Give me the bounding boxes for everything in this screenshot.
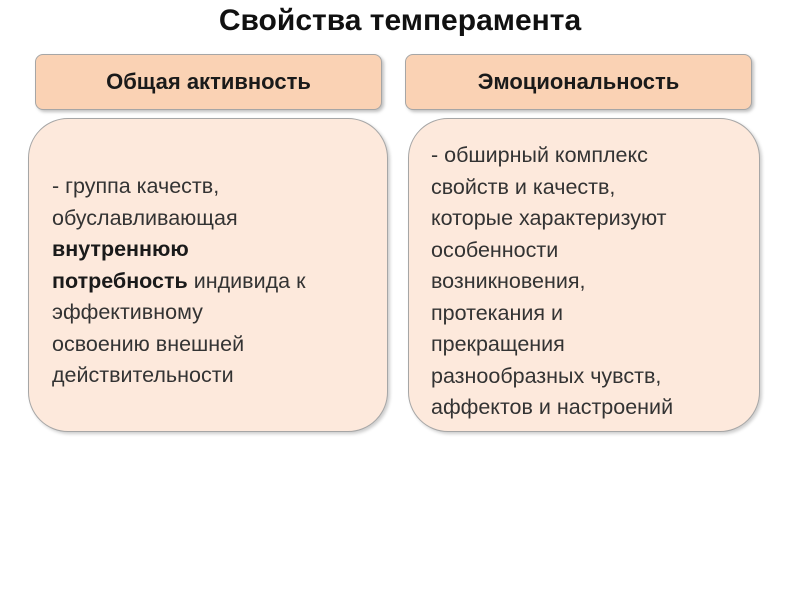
definition-line-bold: внутреннюю [52,237,189,261]
definition-line: свойств и качеств, [431,174,616,199]
definition-line: обуславливающая [52,205,238,230]
definition-line: освоению внешней [52,331,245,356]
header-emotionality-label: Эмоциональность [477,69,680,94]
definition-line: протекания и [431,300,563,325]
diagram-title: Свойства темперамента [218,4,582,37]
definition-line: аффектов и настроений [431,395,674,419]
definition-line: разнообразных чувств, [431,363,662,388]
header-general-activity [35,54,382,110]
definition-line: - обширный комплекс [431,143,648,167]
definition-emotionality [408,118,760,432]
definition-line: возникновения, [431,269,586,293]
definition-line-mixed [52,266,369,298]
definition-line: действительности [52,363,234,387]
definition-general-activity [28,118,388,432]
definition-line: прекращения [431,332,565,356]
header-emotionality [405,54,752,110]
header-general-activity-label: Общая активность [106,69,311,94]
definition-text: индивида к [187,268,306,293]
definition-line: особенности [431,237,559,262]
definition-line: которые характеризуют [431,206,667,230]
definition-line: эффективному [52,300,203,324]
definition-line: - группа качеств, [52,174,220,198]
definition-bold-text: потребность [52,268,188,293]
